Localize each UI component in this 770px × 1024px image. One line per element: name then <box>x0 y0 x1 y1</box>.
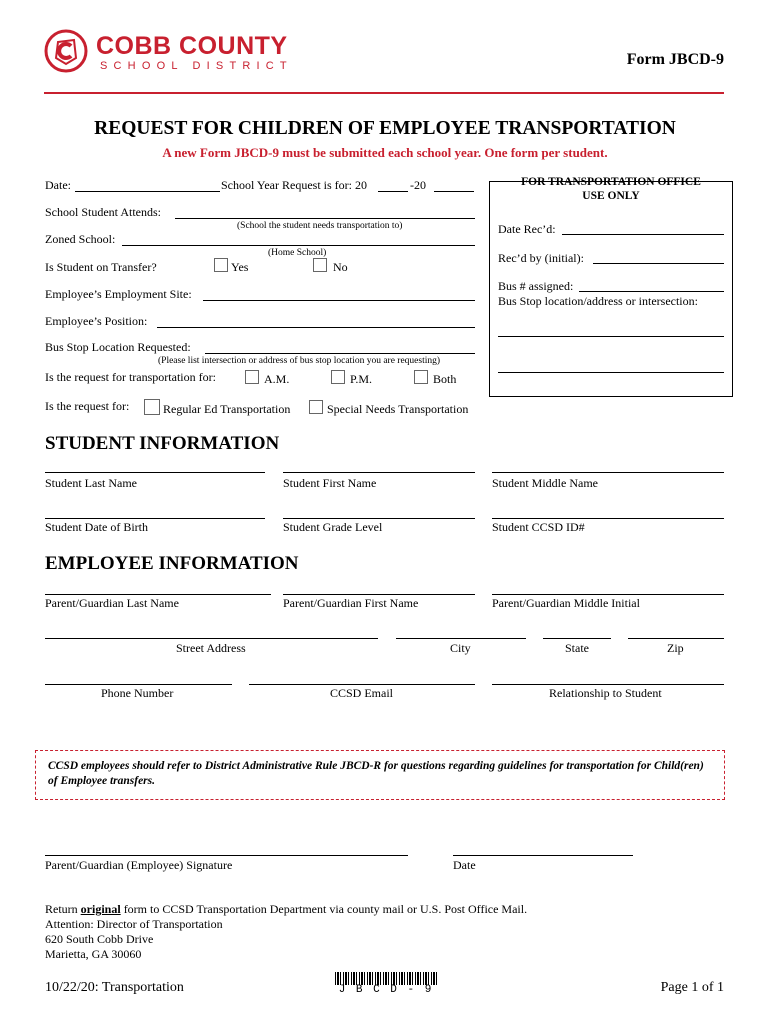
notice-text: CCSD employees should refer to District Administrative Rule JBCD-R for questions regarding guidelines for transportation for Child(ren) of Employee transfers. <box>48 760 704 787</box>
logo-subtitle: SCHOOL DISTRICT <box>100 60 293 72</box>
school-year-end-field[interactable] <box>434 191 474 192</box>
bus-stop-hint: (Please list intersection or address of bus stop location you are requesting) <box>158 356 441 366</box>
pm-label: P.M. <box>350 372 373 386</box>
student-heading: STUDENT INFORMATION <box>45 433 280 454</box>
position-label: Employee’s Position: <box>45 314 148 328</box>
phone-field[interactable] <box>45 684 232 685</box>
phone-label: Phone Number <box>101 686 174 700</box>
form-id: Form JBCD-9 <box>626 51 724 68</box>
employment-site-field[interactable] <box>203 300 475 301</box>
relationship-field[interactable] <box>492 684 724 685</box>
am-checkbox[interactable] <box>245 370 259 384</box>
student-first-name-label: Student First Name <box>283 476 377 490</box>
student-first-name-field[interactable] <box>283 472 475 473</box>
school-attends-field[interactable] <box>175 218 475 219</box>
student-id-label: Student CCSD ID# <box>492 520 585 534</box>
relationship-label: Relationship to Student <box>549 686 662 700</box>
student-grade-label: Student Grade Level <box>283 520 383 534</box>
signature-label: Parent/Guardian (Employee) Signature <box>45 858 233 872</box>
student-dob-label: Student Date of Birth <box>45 520 148 534</box>
bus-stop-label: Bus Stop Location Requested: <box>45 340 191 354</box>
return-suffix: form to CCSD Transportation Department via county mail or U.S. Post Office Mail. <box>120 902 528 916</box>
page-number: Page 1 of 1 <box>660 980 724 995</box>
guardian-last-name-label: Parent/Guardian Last Name <box>45 596 179 610</box>
regular-ed-label: Regular Ed Transportation <box>163 402 291 416</box>
bus-stop-field[interactable] <box>205 353 475 354</box>
guardian-first-name-field[interactable] <box>283 594 475 595</box>
school-year-label: School Year Request is for: 20 <box>221 178 367 192</box>
both-label: Both <box>433 372 457 386</box>
return-city: Marietta, GA 30060 <box>45 947 142 961</box>
city-label: City <box>450 641 471 655</box>
office-bus-stop-field-2[interactable] <box>498 372 724 373</box>
date-recd-label: Date Rec’d: <box>498 222 556 236</box>
pm-checkbox[interactable] <box>331 370 345 384</box>
guardian-last-name-field[interactable] <box>45 594 271 595</box>
state-label: State <box>565 641 589 655</box>
city-field[interactable] <box>396 638 526 639</box>
transfer-yes-checkbox[interactable] <box>214 258 228 272</box>
school-year-start-field[interactable] <box>378 191 408 192</box>
transfer-no-checkbox[interactable] <box>313 258 327 272</box>
return-street: 620 South Cobb Drive <box>45 932 154 946</box>
state-field[interactable] <box>543 638 611 639</box>
bus-assigned-field[interactable] <box>579 291 724 292</box>
school-attends-hint: (School the student needs transportation to) <box>237 221 403 231</box>
am-label: A.M. <box>264 372 290 386</box>
street-address-field[interactable] <box>45 638 378 639</box>
special-needs-checkbox[interactable] <box>309 400 323 414</box>
student-last-name-field[interactable] <box>45 472 265 473</box>
both-checkbox[interactable] <box>414 370 428 384</box>
ccsd-email-label: CCSD Email <box>330 686 394 700</box>
date-recd-field[interactable] <box>562 234 724 235</box>
return-prefix: Return <box>45 902 81 916</box>
transfer-no-label: No <box>333 260 348 274</box>
zip-field[interactable] <box>628 638 724 639</box>
office-title-line2: USE ONLY <box>582 190 640 202</box>
return-original: original <box>80 902 121 916</box>
student-middle-name-field[interactable] <box>492 472 724 473</box>
guardian-middle-initial-field[interactable] <box>492 594 724 595</box>
school-attends-label: School Student Attends: <box>45 205 162 219</box>
regular-ed-checkbox[interactable] <box>144 399 160 415</box>
zoned-school-field[interactable] <box>122 245 475 246</box>
signature-date-field[interactable] <box>453 855 633 856</box>
date-field[interactable] <box>75 191 220 192</box>
district-seal-icon <box>44 28 88 74</box>
request-type-label: Is the request for: <box>45 399 130 413</box>
student-middle-name-label: Student Middle Name <box>492 476 598 490</box>
recd-by-label: Rec’d by (initial): <box>498 251 584 265</box>
logo-name: COBB COUNTY <box>96 32 288 60</box>
student-last-name-label: Student Last Name <box>45 476 137 490</box>
recd-by-field[interactable] <box>593 263 724 264</box>
student-grade-field[interactable] <box>283 518 475 519</box>
position-field[interactable] <box>157 327 475 328</box>
school-year-mid: -20 <box>410 178 426 192</box>
footer-date: 10/22/20: Transportation <box>45 980 184 995</box>
student-dob-field[interactable] <box>45 518 265 519</box>
zip-label: Zip <box>667 641 684 655</box>
guardian-first-name-label: Parent/Guardian First Name <box>283 596 419 610</box>
bus-assigned-label: Bus # assigned: <box>498 279 574 293</box>
barcode-text: J B C D - 9 <box>338 984 434 996</box>
district-logo <box>44 28 294 78</box>
date-label: Date: <box>45 178 71 192</box>
ccsd-email-field[interactable] <box>249 684 475 685</box>
page-title: REQUEST FOR CHILDREN OF EMPLOYEE TRANSPORTATION <box>94 118 676 139</box>
page-subtitle: A new Form JBCD-9 must be submitted each school year. One form per student. <box>162 145 608 160</box>
header-rule <box>44 92 724 94</box>
student-id-field[interactable] <box>492 518 724 519</box>
signature-date-label: Date <box>453 858 476 872</box>
barcode <box>335 972 437 998</box>
office-bus-stop-label: Bus Stop location/address or intersection: <box>498 294 698 308</box>
signature-field[interactable] <box>45 855 408 856</box>
notice-box <box>35 750 725 800</box>
office-title-line1: FOR TRANSPORTATION OFFICE <box>521 176 701 188</box>
zoned-school-hint: (Home School) <box>268 248 327 258</box>
guardian-middle-initial-label: Parent/Guardian Middle Initial <box>492 596 640 610</box>
office-bus-stop-field-1[interactable] <box>498 336 724 337</box>
special-needs-label: Special Needs Transportation <box>327 402 469 416</box>
employment-site-label: Employee’s Employment Site: <box>45 287 192 301</box>
employee-heading: EMPLOYEE INFORMATION <box>45 553 299 574</box>
transfer-yes-label: Yes <box>231 260 249 274</box>
transport-for-label: Is the request for transportation for: <box>45 370 216 384</box>
return-attention: Attention: Director of Transportation <box>45 917 223 931</box>
transfer-label: Is Student on Transfer? <box>45 260 157 274</box>
street-address-label: Street Address <box>176 641 246 655</box>
office-use-box <box>489 176 733 397</box>
zoned-school-label: Zoned School: <box>45 232 116 246</box>
return-instructions <box>45 902 527 917</box>
